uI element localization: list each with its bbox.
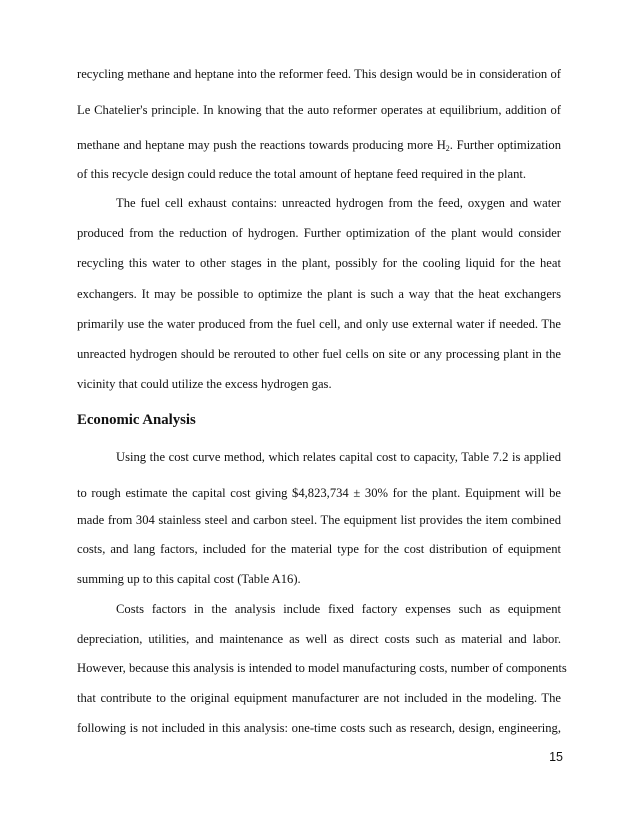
paragraph-2-line-1: The fuel cell exhaust contains: unreacted hydrogen from the feed, oxygen and water — [116, 196, 561, 210]
paragraph-4-line-1: Costs factors in the analysis include fixed factory expenses such as equipment — [116, 602, 561, 616]
paragraph-2-line-6: unreacted hydrogen should be rerouted to other fuel cells on site or any processing plant in the — [77, 347, 561, 361]
paragraph-4-line-5: following is not included in this analysis: one-time costs such as research, design, engineering, — [77, 721, 561, 735]
section-heading: Economic Analysis — [77, 412, 196, 428]
paragraph-1-line-3 — [77, 137, 561, 153]
paragraph-2-line-7: vicinity that could utilize the excess hydrogen gas. — [77, 377, 332, 391]
paragraph-2-line-2: produced from the reduction of hydrogen. Further optimization of the plant would consider — [77, 226, 561, 240]
paragraph-1-line-2: Le Chatelier's principle. In knowing that the auto reformer operates at equilibrium, addition of — [77, 103, 561, 117]
paragraph-4-line-2: depreciation, utilities, and maintenance as well as direct costs such as material and labor. — [77, 632, 561, 646]
line-3-text-after: . Further optimization — [449, 138, 561, 152]
paragraph-3-line-4: costs, and lang factors, included for the material type for the cost distribution of equipment — [77, 542, 561, 556]
paragraph-4-line-4: that contribute to the original equipment manufacturer are not included in the modeling. The — [77, 691, 561, 705]
hydrogen-subscript: 2 — [445, 144, 450, 153]
line-3-text-before: methane and heptane may push the reactions towards producing more H — [77, 138, 446, 152]
paragraph-2-line-3: recycling this water to other stages in the plant, possibly for the cooling liquid for the heat — [77, 256, 561, 270]
paragraph-1-line-1: recycling methane and heptane into the reformer feed. This design would be in consideration of — [77, 67, 561, 81]
paragraph-2-line-5: primarily use the water produced from the fuel cell, and only use external water if needed. The — [77, 317, 561, 331]
paragraph-2-line-4: exchangers. It may be possible to optimize the plant is such a way that the heat exchangers — [77, 287, 561, 301]
paragraph-4-line-3: However, because this analysis is intended to model manufacturing costs, number of components — [77, 661, 567, 675]
paragraph-3-line-2: to rough estimate the capital cost giving $4,823,734 ± 30% for the plant. Equipment will be — [77, 486, 561, 500]
paragraph-3-line-3: made from 304 stainless steel and carbon steel. The equipment list provides the item combined — [77, 513, 561, 527]
paragraph-3-line-1: Using the cost curve method, which relates capital cost to capacity, Table 7.2 is applied — [116, 450, 561, 464]
page-number: 15 — [549, 750, 563, 764]
paragraph-3-line-5: summing up to this capital cost (Table A16). — [77, 572, 301, 586]
paragraph-1-line-4: of this recycle design could reduce the total amount of heptane feed required in the plant. — [77, 167, 527, 181]
